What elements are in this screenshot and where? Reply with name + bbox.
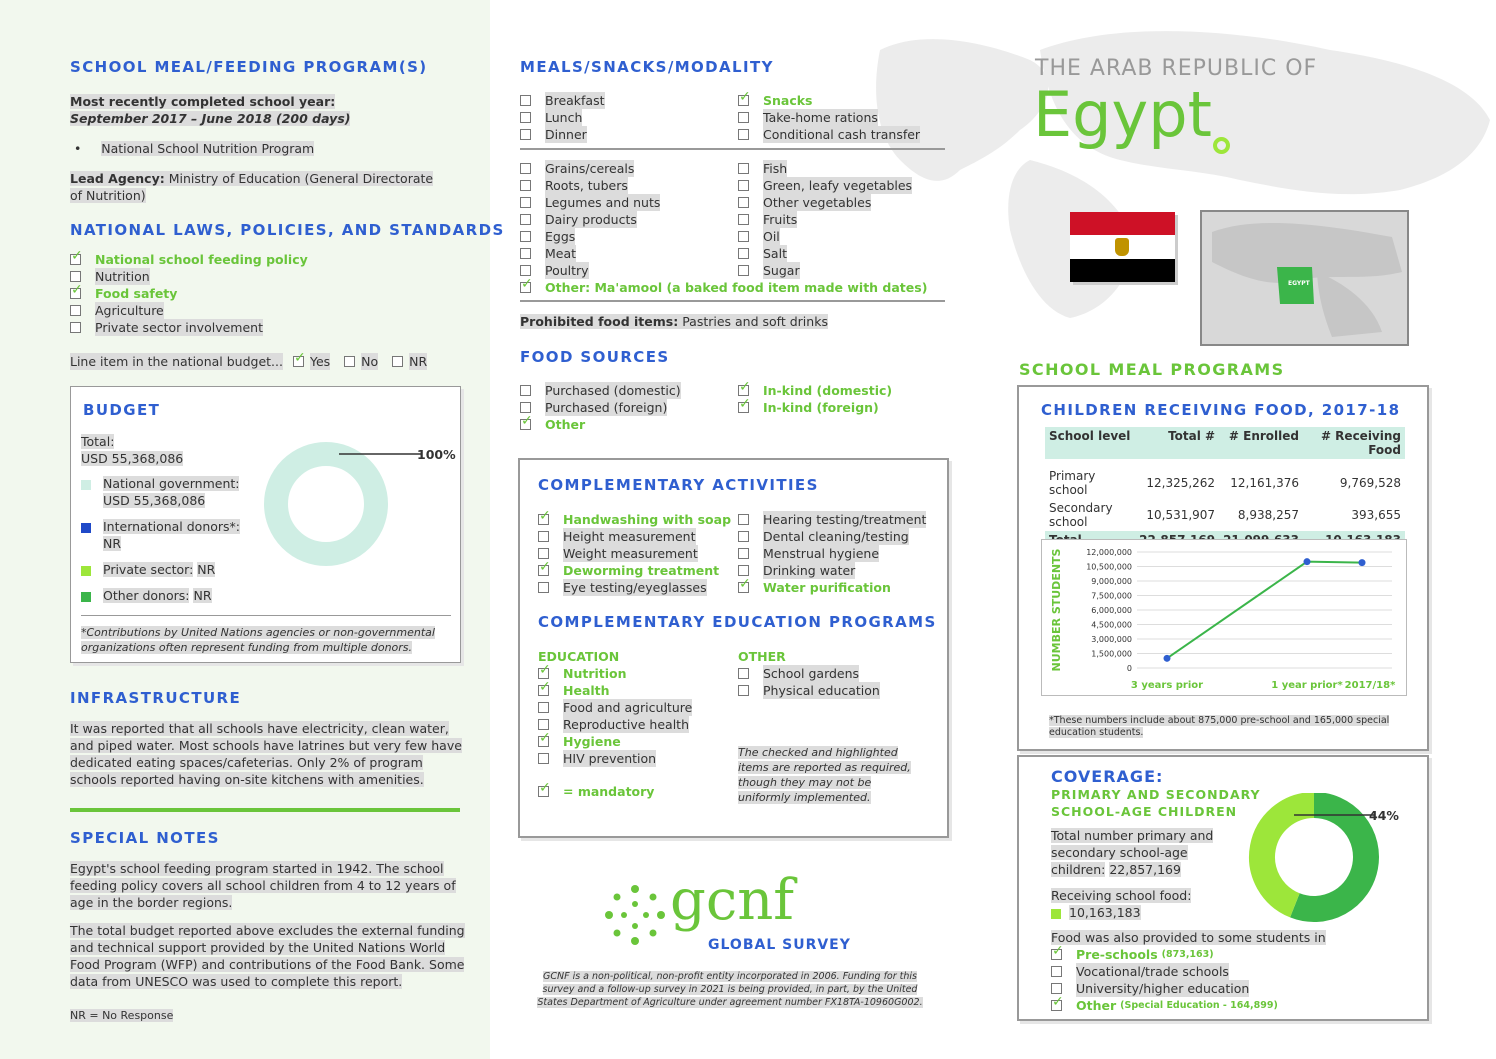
flag-icon <box>1070 212 1175 282</box>
comp-title: COMPLEMENTARY ACTIVITIES <box>538 476 819 494</box>
gov-label: National government: <box>103 476 240 491</box>
prohib-label: Prohibited food items: <box>520 314 679 329</box>
coverage-pct: 44% <box>1369 808 1399 823</box>
y-tick-label: 1,500,000 <box>1091 649 1132 659</box>
comp-col1 <box>538 511 731 596</box>
x-tick-label: 3 years prior <box>1130 680 1204 691</box>
activity-item[interactable] <box>538 562 731 579</box>
food-item[interactable] <box>738 194 912 211</box>
meal-checkbox[interactable] <box>738 129 749 140</box>
mandatory-label: = mandatory <box>563 784 655 799</box>
activity-label: Drinking water <box>763 563 856 578</box>
sources-title: FOOD SOURCES <box>520 348 670 366</box>
law-label: Food safety <box>95 286 178 301</box>
law-checkbox[interactable] <box>70 288 81 299</box>
food-checkbox[interactable] <box>520 265 531 276</box>
law-label: Nutrition <box>95 269 150 284</box>
edu-col1 <box>538 665 692 767</box>
y-tick-label: 7,500,000 <box>1091 591 1132 601</box>
meals-col2 <box>738 92 920 143</box>
region-map <box>1200 210 1409 346</box>
meal-item[interactable] <box>520 126 605 143</box>
activity-item[interactable] <box>538 528 731 545</box>
children-title: CHILDREN RECEIVING FOOD, 2017-18 <box>1041 401 1401 419</box>
other-donors-label: Other donors: <box>103 588 190 603</box>
activity-checkbox[interactable] <box>738 565 749 576</box>
other-food-checkbox[interactable] <box>520 282 531 293</box>
meal-label: Dinner <box>545 127 587 142</box>
edu-program-label: Health <box>563 683 610 698</box>
edu-program-item[interactable] <box>538 665 692 682</box>
edu-program-checkbox[interactable] <box>538 736 549 747</box>
activity-label: Hearing testing/treatment <box>763 512 927 527</box>
edu-program-checkbox[interactable] <box>538 753 549 764</box>
meal-checkbox[interactable] <box>738 95 749 106</box>
gcnf-footer: GCNF is a non-political, non-profit entity incorporated in 2006. Funding for this survey and a follow-up survey in 2021 is being provided, in part, by the United States Department of Agriculture under agreement number FX18TA-10960G002. <box>537 971 923 1008</box>
edu-program-checkbox[interactable] <box>538 685 549 696</box>
school-year-value: September 2017 – June 2018 (200 days) <box>70 111 351 126</box>
y-tick-label: 6,000,000 <box>1091 606 1132 615</box>
data-point <box>1164 655 1171 662</box>
meal-label: Conditional cash transfer <box>763 127 921 142</box>
other-program-label: School gardens <box>763 666 860 681</box>
source-item[interactable] <box>738 399 892 416</box>
gcnf-dots-icon <box>604 884 666 946</box>
infra-title: INFRASTRUCTURE <box>70 689 242 707</box>
meal-label: Take-home rations <box>763 110 878 125</box>
budget-donut-ring <box>276 454 376 554</box>
coverage-extra-checkbox[interactable] <box>1051 949 1062 960</box>
meal-checkbox[interactable] <box>520 129 531 140</box>
table-header: Total # <box>1135 427 1219 463</box>
meals-col1 <box>520 92 605 143</box>
nr-legend: NR = No Response <box>70 1009 174 1022</box>
edu-program-item[interactable] <box>538 716 692 733</box>
children-line-chart <box>1042 540 1406 695</box>
school-year-label: Most recently completed school year: <box>70 94 336 109</box>
source-label: Other <box>545 417 586 432</box>
activity-checkbox[interactable] <box>738 548 749 559</box>
mandatory-legend <box>538 783 654 800</box>
food-label: Other vegetables <box>763 195 872 210</box>
food-item[interactable] <box>520 211 660 228</box>
meal-label: Snacks <box>763 93 813 108</box>
nr-label: NR <box>409 354 428 369</box>
edu-head: EDUCATION <box>538 649 620 664</box>
table-row <box>1045 499 1405 531</box>
coverage-extra-note: (873,163) <box>1161 949 1214 960</box>
section-divider <box>70 808 460 812</box>
children-table <box>1045 427 1405 549</box>
activity-item[interactable] <box>738 579 926 596</box>
food-label: Salt <box>763 246 787 261</box>
law-label: National school feeding policy <box>95 252 308 267</box>
coverage-extra-checkbox[interactable] <box>1051 983 1062 994</box>
activity-label: Eye testing/eyeglasses <box>563 580 707 595</box>
law-item[interactable] <box>70 302 308 319</box>
edu-program-checkbox[interactable] <box>538 702 549 713</box>
table-header: # Receiving Food <box>1303 427 1405 463</box>
children-footnote: *These numbers include about 875,000 pre-school and 165,000 special education students. <box>1049 715 1390 738</box>
law-item[interactable] <box>70 268 308 285</box>
school-meal-title: SCHOOL MEAL/FEEDING PROGRAM(S) <box>70 58 428 76</box>
other-program-checkbox[interactable] <box>738 685 749 696</box>
activity-checkbox[interactable] <box>738 531 749 542</box>
meal-checkbox[interactable] <box>520 112 531 123</box>
y-tick-label: 3,000,000 <box>1091 635 1132 644</box>
edu-program-item[interactable] <box>538 750 692 767</box>
food-checkbox[interactable] <box>738 163 749 174</box>
data-point <box>1359 559 1366 566</box>
food-item[interactable] <box>738 177 912 194</box>
meal-label: Lunch <box>545 110 583 125</box>
food-checkbox[interactable] <box>738 180 749 191</box>
y-tick-label: 9,000,000 <box>1091 577 1132 586</box>
food-item[interactable] <box>738 245 912 262</box>
edu-program-item[interactable] <box>538 733 692 750</box>
other-head: OTHER <box>738 649 786 664</box>
table-cell: 12,161,376 <box>1230 476 1299 490</box>
meal-item[interactable] <box>738 92 920 109</box>
meals-title: MEALS/SNACKS/MODALITY <box>520 58 774 76</box>
activities-panel <box>518 458 949 838</box>
source-label: In-kind (foreign) <box>763 400 879 415</box>
food-item[interactable] <box>520 262 660 279</box>
food-item[interactable] <box>520 177 660 194</box>
foods-col2 <box>738 160 912 279</box>
activity-label: Weight measurement <box>563 546 698 561</box>
recv-swatch <box>1051 909 1061 919</box>
no-label: No <box>361 354 379 369</box>
other-food-item[interactable] <box>520 279 927 296</box>
programs-title: SCHOOL MEAL PROGRAMS <box>1019 360 1285 379</box>
table-cell: 12,325,262 <box>1146 476 1216 490</box>
activity-label: Handwashing with soap <box>563 512 732 527</box>
intl-label: International donors*: <box>103 519 241 534</box>
table-cell: 8,938,257 <box>1237 508 1299 522</box>
foods-col1 <box>520 160 660 279</box>
other-donors-value: NR <box>193 588 212 603</box>
other-program-item[interactable] <box>738 682 880 699</box>
x-tick-label: 1 year prior* <box>1271 680 1343 691</box>
food-label: Legumes and nuts <box>545 195 661 210</box>
children-panel <box>1017 385 1429 751</box>
activity-checkbox[interactable] <box>738 514 749 525</box>
budget-total-value: USD 55,368,086 <box>81 451 184 466</box>
source-item[interactable] <box>520 399 681 416</box>
region-map-country-label: EGYPT <box>1288 280 1310 287</box>
yes-label: Yes <box>309 354 331 369</box>
food-label: Grains/cereals <box>545 161 635 176</box>
food-checkbox[interactable] <box>520 231 531 242</box>
edu-program-checkbox[interactable] <box>538 719 549 730</box>
food-item[interactable] <box>738 160 912 177</box>
budget-title: BUDGET <box>83 401 161 419</box>
other-program-checkbox[interactable] <box>738 668 749 679</box>
no-checkbox[interactable] <box>344 356 355 367</box>
intl-swatch <box>81 523 91 533</box>
law-label: Private sector involvement <box>95 320 263 335</box>
source-checkbox[interactable] <box>520 385 531 396</box>
food-label: Fish <box>763 161 788 176</box>
coverage-extra-label: Other <box>1076 998 1117 1013</box>
other-food-label: Other: Ma'amool (a baked food item made with dates) <box>545 280 928 295</box>
mandatory-checkbox-icon <box>538 786 549 797</box>
coverage-total-label: Total number primary and secondary school-age children: <box>1051 828 1214 877</box>
lead-agency-label: Lead Agency: <box>70 171 165 186</box>
notes-p1: Egypt's school feeding program started in 1942. The school feeding policy covers all school children from 4 to 12 years of age in the border regions. <box>70 861 456 910</box>
gov-value: USD 55,368,086 <box>103 493 206 508</box>
laws-list <box>70 251 308 336</box>
food-checkbox[interactable] <box>738 265 749 276</box>
activity-item[interactable] <box>538 545 731 562</box>
food-checkbox[interactable] <box>738 214 749 225</box>
infra-text: It was reported that all schools have electricity, clean water, and piped water. Most schools have latrines but very few have dedicated eating spaces/cafeterias. Only 2% of program schools reported having on-site kitchens with amenities. <box>70 721 462 787</box>
sources-col1 <box>520 382 681 433</box>
coverage-extra-item[interactable] <box>1051 963 1278 980</box>
budget-total-label: Total: <box>81 434 115 449</box>
table-cell: 10,531,907 <box>1146 508 1216 522</box>
activity-checkbox[interactable] <box>538 531 549 542</box>
children-chart-frame <box>1041 539 1407 696</box>
activity-label: Dental cleaning/testing <box>763 529 909 544</box>
coverage-title: COVERAGE: <box>1051 767 1164 786</box>
country-prefix: THE ARAB REPUBLIC OF <box>1035 56 1318 81</box>
activity-checkbox[interactable] <box>538 565 549 576</box>
prohib-value: Pastries and soft drinks <box>682 314 828 329</box>
activity-item[interactable] <box>738 511 926 528</box>
food-label: Oil <box>763 229 780 244</box>
source-checkbox[interactable] <box>520 402 531 413</box>
coverage-extra-label: University/higher education <box>1076 981 1250 996</box>
food-item[interactable] <box>520 160 660 177</box>
table-header: # Enrolled <box>1219 427 1303 463</box>
other-swatch <box>81 592 91 602</box>
food-label: Poultry <box>545 263 589 278</box>
meal-item[interactable] <box>520 109 605 126</box>
food-label: Eggs <box>545 229 576 244</box>
laws-title: NATIONAL LAWS, POLICIES, AND STANDARDS <box>70 221 505 239</box>
law-item[interactable] <box>70 285 308 302</box>
y-tick-label: 12,000,000 <box>1086 548 1132 557</box>
activity-label: Water purification <box>763 580 891 595</box>
coverage-extra-label: Pre-schools <box>1076 947 1158 962</box>
law-checkbox[interactable] <box>70 271 81 282</box>
food-label: Sugar <box>763 263 800 278</box>
law-label: Agriculture <box>95 303 164 318</box>
source-label: Purchased (foreign) <box>545 400 668 415</box>
source-item[interactable] <box>520 416 681 433</box>
source-item[interactable] <box>520 382 681 399</box>
activity-checkbox[interactable] <box>538 514 549 525</box>
table-cell: Primary school <box>1049 469 1096 497</box>
private-value: NR <box>197 562 216 577</box>
source-checkbox[interactable] <box>738 402 749 413</box>
table-cell: Secondary school <box>1049 501 1113 529</box>
activity-checkbox[interactable] <box>738 582 749 593</box>
activity-item[interactable] <box>738 528 926 545</box>
food-item[interactable] <box>738 262 912 279</box>
food-item[interactable] <box>520 228 660 245</box>
edu-note: The checked and highlighted items are reported as required, though they may not be uniformly implemented. <box>738 746 911 804</box>
law-checkbox[interactable] <box>70 254 81 265</box>
coverage-donut-receiving <box>1262 805 1314 905</box>
other-program-item[interactable] <box>738 665 880 682</box>
law-checkbox[interactable] <box>70 322 81 333</box>
meal-item[interactable] <box>520 92 605 109</box>
notes-p2: The total budget reported above excludes the external funding and technical support provided by the United Nations World Food Program (WFP) and contributions of the Food Bank. Some data from UNESCO was used to complete this report. <box>70 923 465 989</box>
meal-label: Breakfast <box>545 93 605 108</box>
y-tick-label: 10,500,000 <box>1086 562 1132 572</box>
table-cell: 393,655 <box>1351 508 1401 522</box>
budget-note: *Contributions by United Nations agencies or non-governmental organizations often represent funding from multiple donors. <box>81 626 435 654</box>
edu-program-item[interactable] <box>538 699 692 716</box>
coverage-total-value: 22,857,169 <box>1109 862 1181 877</box>
activity-label: Height measurement <box>563 529 696 544</box>
other-program-label: Physical education <box>763 683 880 698</box>
activity-checkbox[interactable] <box>538 548 549 559</box>
activity-item[interactable] <box>738 562 926 579</box>
activity-label: Menstrual hygiene <box>763 546 880 561</box>
table-cell: 9,769,528 <box>1339 476 1401 490</box>
coverage-subtitle: PRIMARY AND SECONDARY SCHOOL-AGE CHILDREN <box>1051 787 1261 819</box>
intl-value: NR <box>103 536 122 551</box>
activity-item[interactable] <box>538 579 731 596</box>
source-label: Purchased (domestic) <box>545 383 681 398</box>
food-checkbox[interactable] <box>520 214 531 225</box>
private-swatch <box>81 566 91 576</box>
source-item[interactable] <box>738 382 892 399</box>
edu-col2 <box>738 665 880 699</box>
program-list-item: • National School Nutrition Program <box>74 141 315 156</box>
source-label: In-kind (domestic) <box>763 383 893 398</box>
food-checkbox[interactable] <box>520 197 531 208</box>
food-checkbox[interactable] <box>520 163 531 174</box>
budget-panel <box>70 386 461 663</box>
coverage-extra-checkbox[interactable] <box>1051 966 1062 977</box>
food-item[interactable] <box>738 228 912 245</box>
coverage-also: Food was also provided to some students in <box>1051 930 1326 945</box>
food-checkbox[interactable] <box>738 248 749 259</box>
meals-divider <box>520 148 945 150</box>
table-header: School level <box>1045 427 1135 463</box>
law-checkbox[interactable] <box>70 305 81 316</box>
yes-checkbox[interactable] <box>293 356 304 367</box>
food-label: Roots, tubers <box>545 178 628 193</box>
food-item[interactable] <box>738 211 912 228</box>
budget-divider <box>81 615 451 616</box>
source-checkbox[interactable] <box>520 419 531 430</box>
meal-item[interactable] <box>738 109 920 126</box>
source-checkbox[interactable] <box>738 385 749 396</box>
budget-pct: 100% <box>417 447 456 462</box>
y-axis-label: NUMBER STUDENTS <box>1050 548 1063 672</box>
y-tick-label: 0 <box>1126 664 1132 673</box>
law-item[interactable] <box>70 251 308 268</box>
notes-title: SPECIAL NOTES <box>70 829 220 847</box>
edu-program-label: Food and agriculture <box>563 700 693 715</box>
food-item[interactable] <box>520 194 660 211</box>
coverage-extra-note: (Special Education - 164,899) <box>1120 1000 1278 1011</box>
food-label: Fruits <box>763 212 798 227</box>
coverage-recv-label: Receiving school food: <box>1051 888 1192 903</box>
gov-swatch <box>81 480 91 490</box>
foods-divider <box>520 300 945 302</box>
coverage-items <box>1051 946 1278 1014</box>
coverage-extra-item[interactable] <box>1051 980 1278 997</box>
edu-program-label: Hygiene <box>563 734 621 749</box>
food-label: Meat <box>545 246 577 261</box>
coverage-extra-label: Vocational/trade schools <box>1076 964 1229 979</box>
coverage-donut-rest <box>1295 805 1366 909</box>
sources-col2 <box>738 382 892 416</box>
coverage-panel <box>1017 755 1429 1021</box>
program-name: National School Nutrition Program <box>101 141 315 156</box>
activity-item[interactable] <box>738 545 926 562</box>
x-tick-label: 2017/18* <box>1344 680 1396 691</box>
nr-checkbox[interactable] <box>392 356 403 367</box>
food-checkbox[interactable] <box>738 231 749 242</box>
food-checkbox[interactable] <box>520 248 531 259</box>
edu-title: COMPLEMENTARY EDUCATION PROGRAMS <box>538 613 937 631</box>
y-tick-label: 4,500,000 <box>1091 620 1132 630</box>
comp-col2 <box>738 511 926 596</box>
edu-program-label: Reproductive health <box>563 717 689 732</box>
food-label: Green, leafy vegetables <box>763 178 913 193</box>
coverage-extra-item[interactable] <box>1051 997 1278 1014</box>
coverage-extra-item[interactable] <box>1051 946 1278 963</box>
budget-line-label: Line item in the national budget... <box>70 354 283 369</box>
activity-item[interactable] <box>538 511 731 528</box>
activity-label: Deworming treatment <box>563 563 720 578</box>
gcnf-subtitle: GLOBAL SURVEY <box>708 937 851 953</box>
data-point <box>1304 558 1311 565</box>
accent-dot <box>1213 137 1230 154</box>
food-checkbox[interactable] <box>738 197 749 208</box>
meal-checkbox[interactable] <box>520 95 531 106</box>
table-row <box>1045 463 1405 499</box>
edu-program-label: Nutrition <box>563 666 627 681</box>
edu-program-checkbox[interactable] <box>538 668 549 679</box>
edu-program-label: HIV prevention <box>563 751 657 766</box>
gcnf-logo-text: gcnf <box>670 868 795 933</box>
law-item[interactable] <box>70 319 308 336</box>
lead-agency-value: Ministry of Education (General Directorate of Nutrition) <box>70 171 434 203</box>
meal-checkbox[interactable] <box>738 112 749 123</box>
activity-checkbox[interactable] <box>538 582 549 593</box>
country-name: Egypt <box>1033 78 1212 151</box>
private-label: Private sector: <box>103 562 194 577</box>
edu-program-item[interactable] <box>538 682 692 699</box>
meal-item[interactable] <box>738 126 920 143</box>
food-label: Dairy products <box>545 212 637 227</box>
food-checkbox[interactable] <box>520 180 531 191</box>
coverage-recv-value: 10,163,183 <box>1069 905 1141 920</box>
coverage-extra-checkbox[interactable] <box>1051 1000 1062 1011</box>
food-item[interactable] <box>520 245 660 262</box>
budget-line-row <box>70 353 427 370</box>
